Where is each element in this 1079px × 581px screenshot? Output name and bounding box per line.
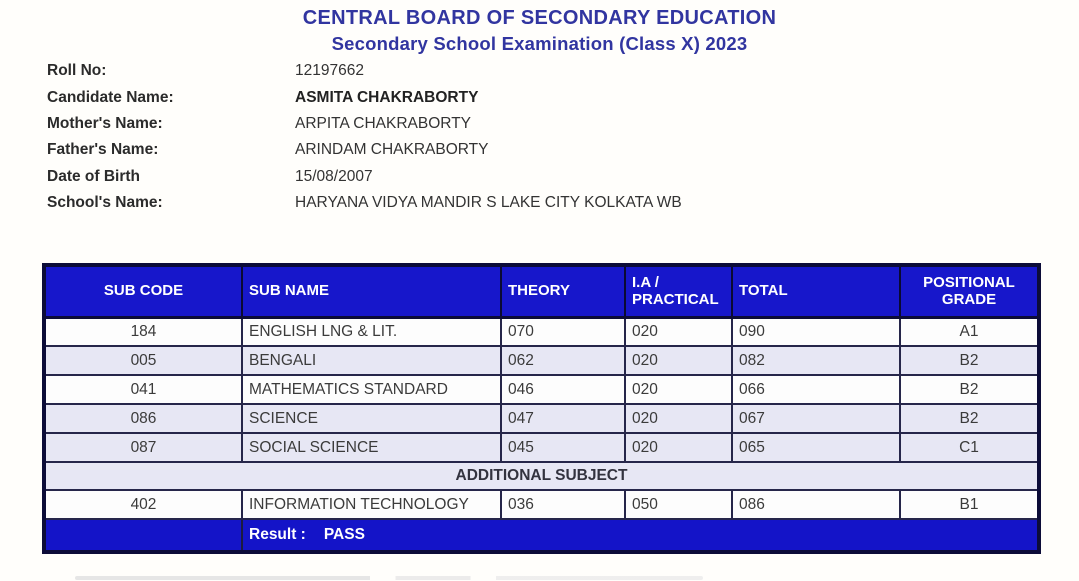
cell-total: 090 <box>732 317 900 346</box>
result-row-spacer <box>44 519 242 552</box>
marks-table-section <box>42 263 1037 554</box>
cell-sub-name: SOCIAL SCIENCE <box>242 433 501 462</box>
cell-ia-practical: 020 <box>625 346 732 375</box>
roll-no-value: 12197662 <box>295 62 364 80</box>
marks-table <box>42 263 1041 554</box>
school-name-label: School's Name: <box>47 194 163 212</box>
cell-sub-name: INFORMATION TECHNOLOGY <box>242 490 501 519</box>
cell-theory: 046 <box>501 375 625 404</box>
cell-total: 065 <box>732 433 900 462</box>
cell-grade: B1 <box>900 490 1039 519</box>
cell-sub-code: 402 <box>44 490 242 519</box>
result-value: PASS <box>323 526 365 543</box>
cell-theory: 047 <box>501 404 625 433</box>
cell-theory: 062 <box>501 346 625 375</box>
candidate-name-label: Candidate Name: <box>47 88 174 106</box>
column-header-theory: THEORY <box>501 265 625 317</box>
father-name-label: Father's Name: <box>47 141 159 159</box>
column-header-sub-code: SUB CODE <box>44 265 242 317</box>
additional-subject-header: ADDITIONAL SUBJECT <box>44 462 1039 490</box>
cell-sub-name: MATHEMATICS STANDARD <box>242 375 501 404</box>
cell-total: 066 <box>732 375 900 404</box>
cell-grade: B2 <box>900 346 1039 375</box>
candidate-info-section <box>47 58 947 216</box>
cell-ia-practical: 020 <box>625 433 732 462</box>
info-row-date-of-birth <box>47 164 947 190</box>
table-row <box>44 375 1039 404</box>
cell-ia-practical: 020 <box>625 404 732 433</box>
mother-name-label: Mother's Name: <box>47 114 163 132</box>
cell-ia-practical: 020 <box>625 375 732 404</box>
cell-sub-name: ENGLISH LNG & LIT. <box>242 317 501 346</box>
cell-sub-code: 041 <box>44 375 242 404</box>
date-of-birth-value: 15/08/2007 <box>295 167 373 185</box>
cell-total: 086 <box>732 490 900 519</box>
cell-sub-code: 086 <box>44 404 242 433</box>
result-label: Result : <box>249 526 306 543</box>
additional-subject-header-row <box>44 462 1039 490</box>
cell-grade: B2 <box>900 375 1039 404</box>
table-row <box>44 404 1039 433</box>
school-name-value: HARYANA VIDYA MANDIR S LAKE CITY KOLKATA WB <box>295 194 682 212</box>
cell-sub-code: 087 <box>44 433 242 462</box>
cell-ia-practical: 020 <box>625 317 732 346</box>
result-cell <box>242 519 1039 552</box>
roll-no-label: Roll No: <box>47 62 107 80</box>
info-row-candidate-name <box>47 84 947 110</box>
table-row <box>44 317 1039 346</box>
date-of-birth-label: Date of Birth <box>47 167 140 185</box>
result-row <box>44 519 1039 552</box>
cell-theory: 045 <box>501 433 625 462</box>
column-header-total: TOTAL <box>732 265 900 317</box>
cell-grade: C1 <box>900 433 1039 462</box>
cell-sub-code: 184 <box>44 317 242 346</box>
column-header-sub-name: SUB NAME <box>242 265 501 317</box>
cell-ia-practical: 050 <box>625 490 732 519</box>
board-header <box>0 5 1079 56</box>
info-row-mother-name <box>47 111 947 137</box>
page-title: CENTRAL BOARD OF SECONDARY EDUCATION <box>302 7 777 29</box>
info-row-school-name <box>47 190 947 216</box>
table-row <box>44 490 1039 519</box>
cell-grade: A1 <box>900 317 1039 346</box>
cell-grade: B2 <box>900 404 1039 433</box>
table-row <box>44 346 1039 375</box>
cell-sub-name: BENGALI <box>242 346 501 375</box>
cell-theory: 070 <box>501 317 625 346</box>
column-header-ia-practical: I.A / PRACTICAL <box>625 265 732 317</box>
info-row-father-name <box>47 137 947 163</box>
cell-total: 067 <box>732 404 900 433</box>
mother-name-value: ARPITA CHAKRABORTY <box>295 114 471 132</box>
cell-sub-code: 005 <box>44 346 242 375</box>
cell-theory: 036 <box>501 490 625 519</box>
candidate-name-value: ASMITA CHAKRABORTY <box>295 88 479 106</box>
cell-total: 082 <box>732 346 900 375</box>
father-name-value: ARINDAM CHAKRABORTY <box>295 141 489 159</box>
column-header-positional-grade: POSITIONAL GRADE <box>900 265 1039 317</box>
table-header-row <box>44 265 1039 317</box>
cell-sub-name: SCIENCE <box>242 404 501 433</box>
page-subtitle: Secondary School Examination (Class X) 2023 <box>331 33 748 54</box>
cutoff-content-artifact <box>75 576 703 580</box>
info-row-roll-no <box>47 58 947 84</box>
table-row <box>44 433 1039 462</box>
